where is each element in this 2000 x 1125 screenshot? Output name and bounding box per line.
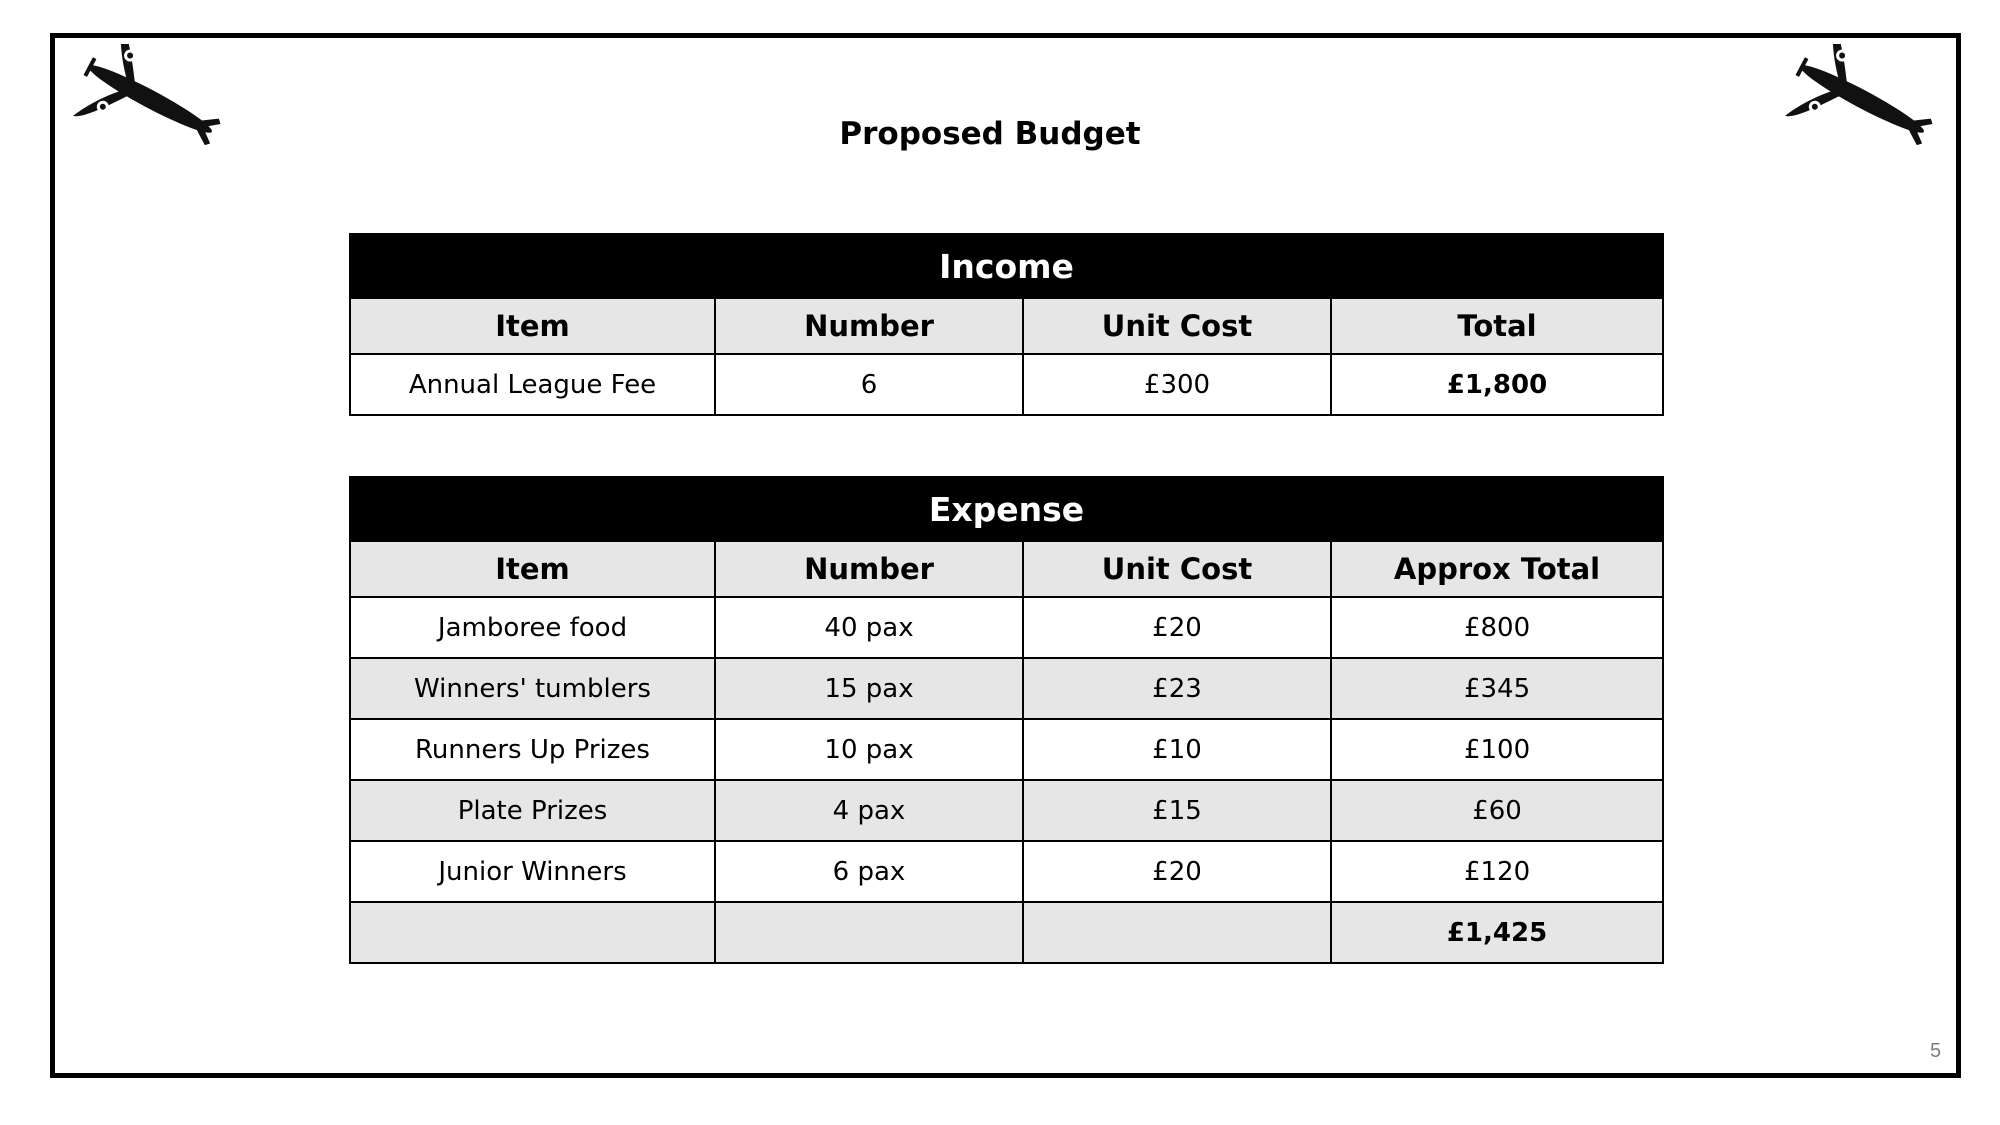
cell-number: 40 pax (715, 597, 1023, 658)
cell-item: Runners Up Prizes (350, 719, 715, 780)
expense-section-header: Expense (350, 477, 1663, 541)
page-title: Proposed Budget (839, 116, 1141, 152)
income-column-headers (350, 298, 1663, 354)
cell-total: £100 (1331, 719, 1663, 780)
cell-number: 10 pax (715, 719, 1023, 780)
cell-item: Jamboree food (350, 597, 715, 658)
cell-grand-total: £1,425 (1331, 902, 1663, 963)
cell-item: Winners' tumblers (350, 658, 715, 719)
cell-unit-cost: £20 (1023, 597, 1331, 658)
expense-column-headers (350, 541, 1663, 597)
column-header-approx-total: Approx Total (1331, 541, 1663, 597)
cell-total: £60 (1331, 780, 1663, 841)
cell-total: £345 (1331, 658, 1663, 719)
expense-table (349, 476, 1664, 964)
income-section-header: Income (350, 234, 1663, 298)
cell-item: Annual League Fee (350, 354, 715, 415)
cell-item (350, 902, 715, 963)
cell-number: 4 pax (715, 780, 1023, 841)
cell-number: 6 pax (715, 841, 1023, 902)
cell-number: 15 pax (715, 658, 1023, 719)
cell-unit-cost: £20 (1023, 841, 1331, 902)
table-row (350, 780, 1663, 841)
column-header-item: Item (350, 298, 715, 354)
column-header-item: Item (350, 541, 715, 597)
page-number: 5 (1930, 1040, 1942, 1062)
table-row (350, 719, 1663, 780)
cell-unit-cost: £300 (1023, 354, 1331, 415)
cell-total: £1,800 (1331, 354, 1663, 415)
table-row (350, 841, 1663, 902)
total-row (350, 902, 1663, 963)
cell-item: Plate Prizes (350, 780, 715, 841)
cell-total: £800 (1331, 597, 1663, 658)
cell-unit-cost (1023, 902, 1331, 963)
cell-unit-cost: £10 (1023, 719, 1331, 780)
column-header-number: Number (715, 298, 1023, 354)
table-row (350, 658, 1663, 719)
cell-number: 6 (715, 354, 1023, 415)
column-header-total: Total (1331, 298, 1663, 354)
table-row (350, 354, 1663, 415)
column-header-unit-cost: Unit Cost (1023, 541, 1331, 597)
column-header-unit-cost: Unit Cost (1023, 298, 1331, 354)
income-table (349, 233, 1664, 416)
table-row (350, 597, 1663, 658)
cell-unit-cost: £23 (1023, 658, 1331, 719)
column-header-number: Number (715, 541, 1023, 597)
cell-number (715, 902, 1023, 963)
cell-unit-cost: £15 (1023, 780, 1331, 841)
cell-total: £120 (1331, 841, 1663, 902)
cell-item: Junior Winners (350, 841, 715, 902)
